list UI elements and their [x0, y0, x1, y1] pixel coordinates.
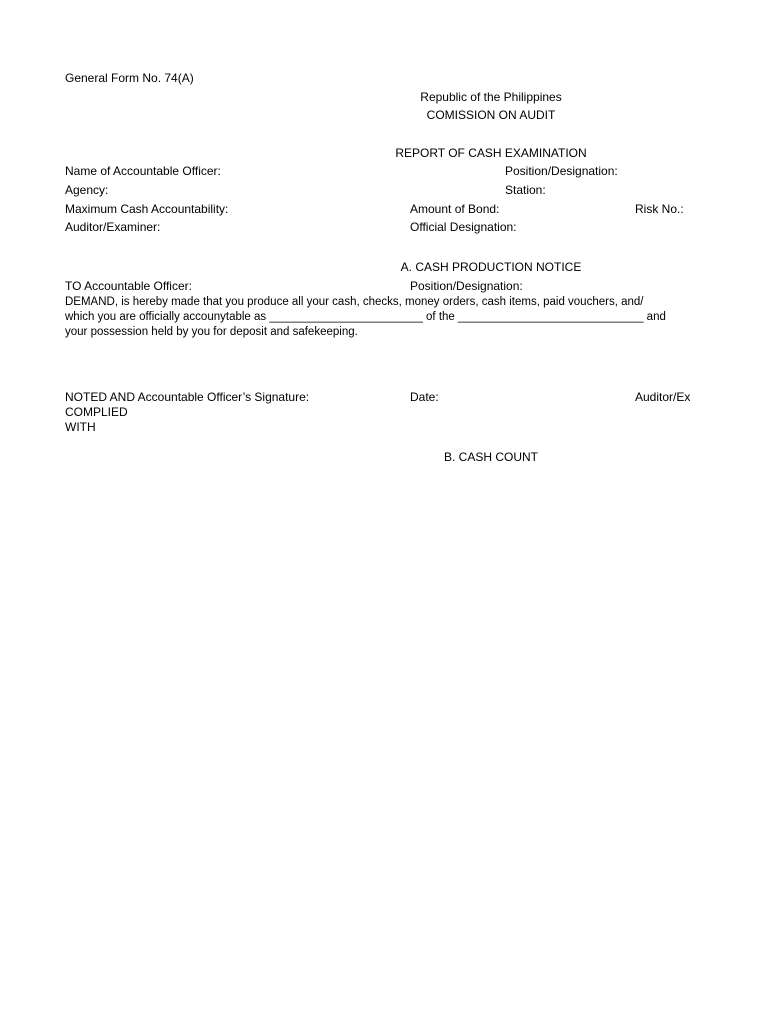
- form-number: General Form No. 74(A): [65, 71, 194, 85]
- demand-text-line-1: DEMAND, is hereby made that you produce all your cash, checks, money orders, cash items, paid vouchers, and/: [65, 296, 644, 308]
- position-designation-label: Position/Designation:: [505, 164, 618, 178]
- with-label: WITH: [65, 420, 96, 434]
- official-designation-label: Official Designation:: [410, 220, 517, 234]
- auditor-examiner-signature-label: Auditor/Ex: [635, 390, 691, 404]
- section-a-position-designation-label: Position/Designation:: [410, 279, 523, 293]
- section-a-title: A. CASH PRODUCTION NOTICE: [400, 260, 582, 274]
- amount-of-bond-label: Amount of Bond:: [410, 202, 500, 216]
- station-label: Station:: [505, 183, 546, 197]
- risk-no-label: Risk No.:: [635, 202, 684, 216]
- demand-text-line-3: your possession held by you for deposit and safekeeping.: [65, 326, 358, 338]
- demand-text-line-2: which you are officially accounytable as ________________________ of the _____________________________ and: [65, 311, 666, 323]
- noted-signature-label: NOTED AND Accountable Officer’s Signature:: [65, 390, 310, 404]
- commission-heading: COMISSION ON AUDIT: [426, 108, 556, 122]
- max-cash-accountability-label: Maximum Cash Accountability:: [65, 202, 229, 216]
- republic-heading: Republic of the Philippines: [420, 90, 562, 104]
- date-label: Date:: [410, 390, 439, 404]
- report-title: REPORT OF CASH EXAMINATION: [395, 146, 587, 160]
- complied-label: COMPLIED: [65, 405, 128, 419]
- accountable-officer-label: Name of Accountable Officer:: [65, 164, 221, 178]
- to-accountable-officer-label: TO Accountable Officer:: [65, 279, 192, 293]
- agency-label: Agency:: [65, 183, 109, 197]
- section-b-title: B. CASH COUNT: [443, 450, 538, 464]
- auditor-examiner-label: Auditor/Examiner:: [65, 220, 161, 234]
